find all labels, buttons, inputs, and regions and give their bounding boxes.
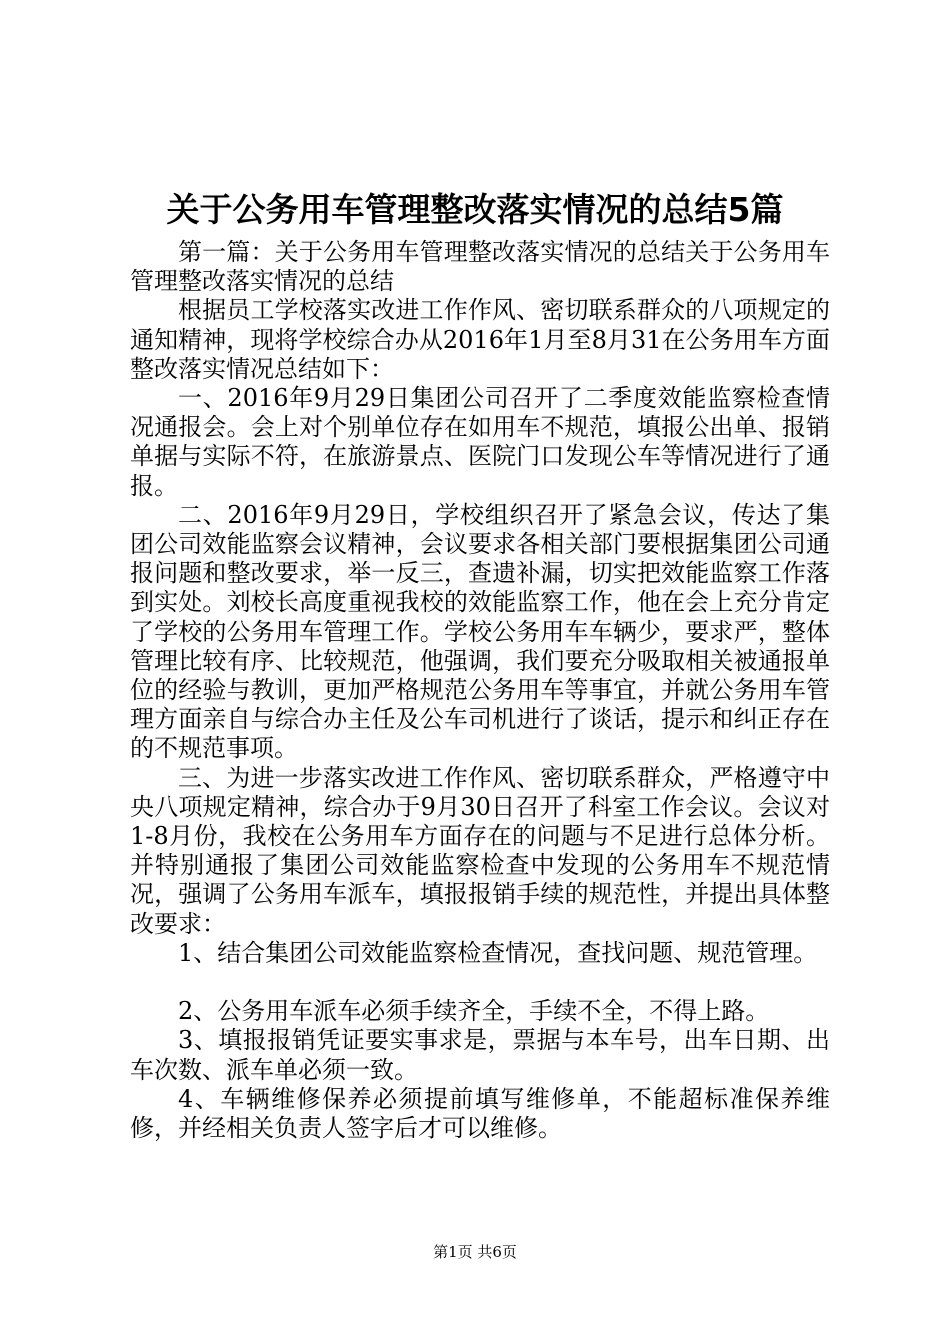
list-item-3: 3、填报报销凭证要实事求是，票据与本车号，出车日期、出车次数、派车单必须一致。 [130, 1026, 830, 1084]
list-item-1: 1、结合集团公司效能监察检查情况，查找问题、规范管理。 [178, 938, 818, 967]
paragraph-section-one: 一、2016年9月29日集团公司召开了二季度效能监察检查情况通报会。会上对个别单位存在如用车不规范，填报公出单、报销单据与实际不符，在旅游景点、医院门口发现公车等情况进行了通报。 [130, 384, 830, 500]
list-item-2: 2、公务用车派车必须手续齐全，手续不全，不得上路。 [178, 997, 770, 1026]
paragraph-intro: 根据员工学校落实改进工作作风、密切联系群众的八项规定的通知精神，现将学校综合办从2016年1月至8月31在公务用车方面整改落实情况总结如下： [130, 296, 830, 383]
list-item-4: 4、车辆维修保养必须提前填写维修单，不能超标准保养维修，并经相关负责人签字后才可以维修。 [130, 1084, 830, 1143]
document-title: 关于公务用车管理整改落实情况的总结5篇 [166, 190, 784, 229]
paragraph-heading: 第一篇：关于公务用车管理整改落实情况的总结关于公务用车管理整改落实情况的总结 [130, 238, 830, 296]
document-body [130, 238, 830, 1143]
page-footer: 第1页 共6页 [433, 1243, 517, 1261]
paragraph-section-three: 三、为进一步落实改进工作作风、密切联系群众，严格遵守中央八项规定精神，综合办于9月30日召开了科室工作会议。会议对1-8月份，我校在公务用车方面存在的问题与不足进行总体分析。并特别通报了集团公司效能监察检查中发现的公务用车不规范情况，强调了公务用车派车，填报报销手续的规范性，并提出具体整改要求： [130, 763, 830, 938]
paragraph-section-two: 二、2016年9月29日，学校组织召开了紧急会议，传达了集团公司效能监察会议精神，会议要求各相关部门要根据集团公司通报问题和整改要求，举一反三，查遗补漏，切实把效能监察工作落到实处。刘校长高度重视我校的效能监察工作，他在会上充分肯定了学校的公务用车管理工作。学校公务用车车辆少，要求严，整体管理比较有序、比较规范，他强调，我们要充分吸取相关被通报单位的经验与教训，更加严格规范公务用车等事宜，并就公务用车管理方面亲自与综合办主任及公车司机进行了谈话，提示和纠正存在的不规范事项。 [130, 500, 830, 763]
